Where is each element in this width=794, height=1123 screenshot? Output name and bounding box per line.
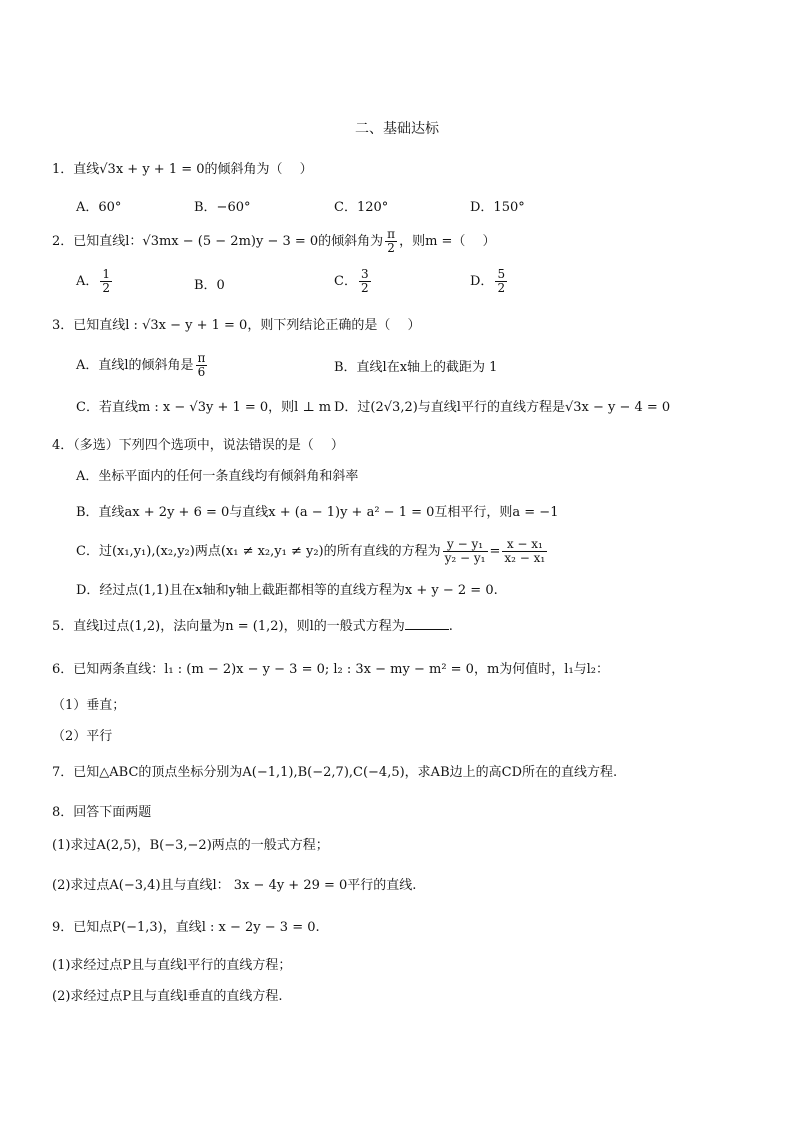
q1-option-a: A．60° [76, 200, 122, 215]
q1-stem: 1．直线√3x + y + 1 = 0的倾斜角为（ ） [52, 162, 313, 177]
q1-option-d: D．150° [470, 200, 525, 215]
q4-option-a: A．坐标平面内的任何一条直线均有倾斜角和斜率 [76, 469, 359, 484]
q2-option-a: A． $\frac{1}{2}$ [76, 267, 111, 296]
q5-stem: 5．直线l过点(1,2)，法向量为n = (1,2)，则l的一般式方程为 . [52, 619, 453, 634]
q2-option-c: C． $\frac{3}{2}$ [334, 267, 369, 296]
q9-sub-2: (2)求经过点P且与直线l垂直的直线方程. [52, 989, 283, 1004]
q2-stem: 2．已知直线l：√3mx − (5 − 2m)y − 3 = 0的倾斜角为 $\frac{\pi}{2}$ ，则m =（ ） [52, 227, 496, 256]
q3-option-d: D．过(2√3,2)与直线l平行的直线方程是√3x − y − 4 = 0 [334, 400, 671, 415]
q3-option-c: C．若直线m : x − √3y + 1 = 0，则l ⊥ m [76, 400, 332, 415]
q2-fraction: $\frac{\pi}{2}$ [387, 227, 396, 256]
q1-option-c: C．120° [334, 200, 389, 215]
q4-stem: 4．（多选）下列四个选项中，说法错误的是（ ） [52, 438, 344, 453]
q3-stem: 3．已知直线l : √3x − y + 1 = 0，则下列结论正确的是（ ） [52, 318, 421, 333]
q4-option-b: B．直线ax + 2y + 6 = 0与直线x + (a − 1)y + a² − 1 = 0互相平行，则a = −1 [76, 505, 559, 520]
q8-sub-1: (1)求过A(2,5)，B(−3,−2)两点的一般式方程； [52, 838, 329, 853]
q3-option-b: B．直线l在x轴上的截距为 1 [334, 360, 498, 375]
q2-option-d: D． $\frac{5}{2}$ [470, 267, 506, 296]
q9-sub-1: (1)求经过点P且与直线l平行的直线方程； [52, 958, 292, 973]
q5-answer-blank[interactable] [405, 629, 449, 630]
q8-sub-2: (2)求过点A(−3,4)且与直线l： 3x − 4y + 29 = 0平行的直线. [52, 878, 417, 893]
section-title: 二、基础达标 [355, 121, 439, 137]
q8-stem: 8．回答下面两题 [52, 805, 152, 820]
q6-sub-2: （2）平行 [52, 729, 113, 744]
q4-option-c: C．过(x₁,y₁),(x₂,y₂)两点(x₁ ≠ x₂,y₁ ≠ y₂)的所有直线的方程为 $\frac{\text{y − y₁}}{\text{y₂ − y₁}}$ = $\frac{\text{x − x₁}}{\text{x₂ − x₁}}$ [76, 537, 546, 566]
q6-sub-1: （1）垂直； [52, 698, 126, 713]
q9-stem: 9．已知点P(−1,3)，直线l : x − 2y − 3 = 0. [52, 920, 320, 935]
q4-option-d: D．经过点(1,1)且在x轴和y轴上截距都相等的直线方程为x + y − 2 = 0. [76, 583, 498, 598]
q7-stem: 7．已知△ABC的顶点坐标分别为A(−1,1),B(−2,7),C(−4,5)，求AB边上的高CD所在的直线方程. [52, 765, 618, 780]
q3-option-a: A．直线l的倾斜角是 $\frac{\pi}{6}$ [76, 351, 206, 380]
q2-option-b: B．0 [194, 278, 225, 293]
q1-option-b: B．−60° [194, 200, 251, 215]
q6-stem: 6．已知两条直线：l₁ : (m − 2)x − y − 3 = 0; l₂ : 3x − my − m² = 0，m为何值时，l₁与l₂： [52, 662, 610, 677]
